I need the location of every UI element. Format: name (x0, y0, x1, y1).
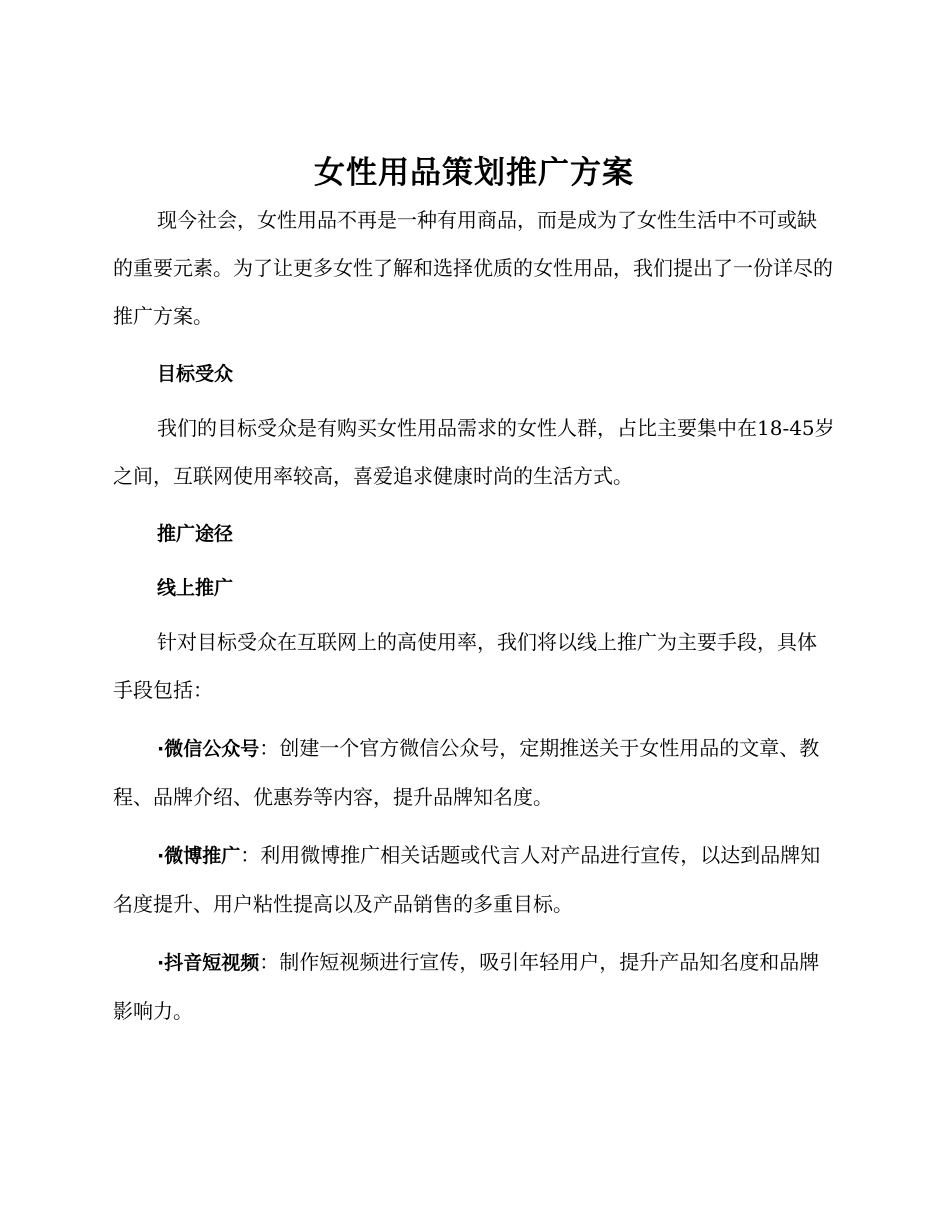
audience-paragraph: 我们的目标受众是有购买女性用品需求的女性人群，占比主要集中在18-45岁之间，互联网使用率较高，喜爱追求健康时尚的生活方式。 (113, 416, 835, 488)
bullet-text-douyin: 制作短视频进行宣传，吸引年轻用户，提升产品知名度和品牌影响力。 (113, 950, 820, 1023)
bullet-marker: · (157, 738, 165, 760)
spacer (113, 714, 835, 724)
heading-target-audience: 目标受众 (157, 363, 234, 385)
bullet-separator: ： (259, 950, 280, 974)
bullet-term-douyin: 抖音短视频 (164, 952, 260, 974)
document-page (113, 150, 835, 1035)
bullet-term-weibo: 微博推广 (164, 845, 241, 867)
bullet-separator: ： (259, 736, 280, 760)
bullet-marker: · (157, 845, 165, 867)
online-paragraph: 针对目标受众在互联网上的高使用率，我们将以线上推广为主要手段，具体手段包括： (113, 630, 817, 702)
document-title: 女性用品策划推广方案 (314, 155, 634, 191)
bullet-wechat (113, 724, 835, 821)
spacer (113, 928, 835, 938)
bullet-weibo (113, 831, 835, 928)
bullet-text-weibo: 利用微博推广相关话题或代言人对产品进行宣传，以达到品牌知名度提升、用户粘性提高以及产品销售的多重目标。 (113, 843, 821, 916)
heading-online-promotion: 线上推广 (157, 577, 234, 599)
spacer (113, 500, 835, 510)
heading-promotion-channels: 推广途径 (157, 523, 234, 545)
bullet-text-wechat: 创建一个官方微信公众号，定期推送关于女性用品的文章、教程、品牌介绍、优惠券等内容，提升品牌知名度。 (113, 736, 820, 809)
bullet-term-wechat: 微信公众号 (164, 738, 260, 760)
bullet-douyin (113, 938, 835, 1035)
bullet-marker: · (157, 952, 165, 974)
spacer (113, 821, 835, 831)
spacer (113, 340, 835, 350)
bullet-separator: ： (240, 843, 261, 867)
intro-paragraph: 现今社会，女性用品不再是一种有用商品，而是成为了女性生活中不可或缺的重要元素。为了让更多女性了解和选择优质的女性用品，我们提出了一份详尽的推广方案。 (113, 208, 833, 328)
